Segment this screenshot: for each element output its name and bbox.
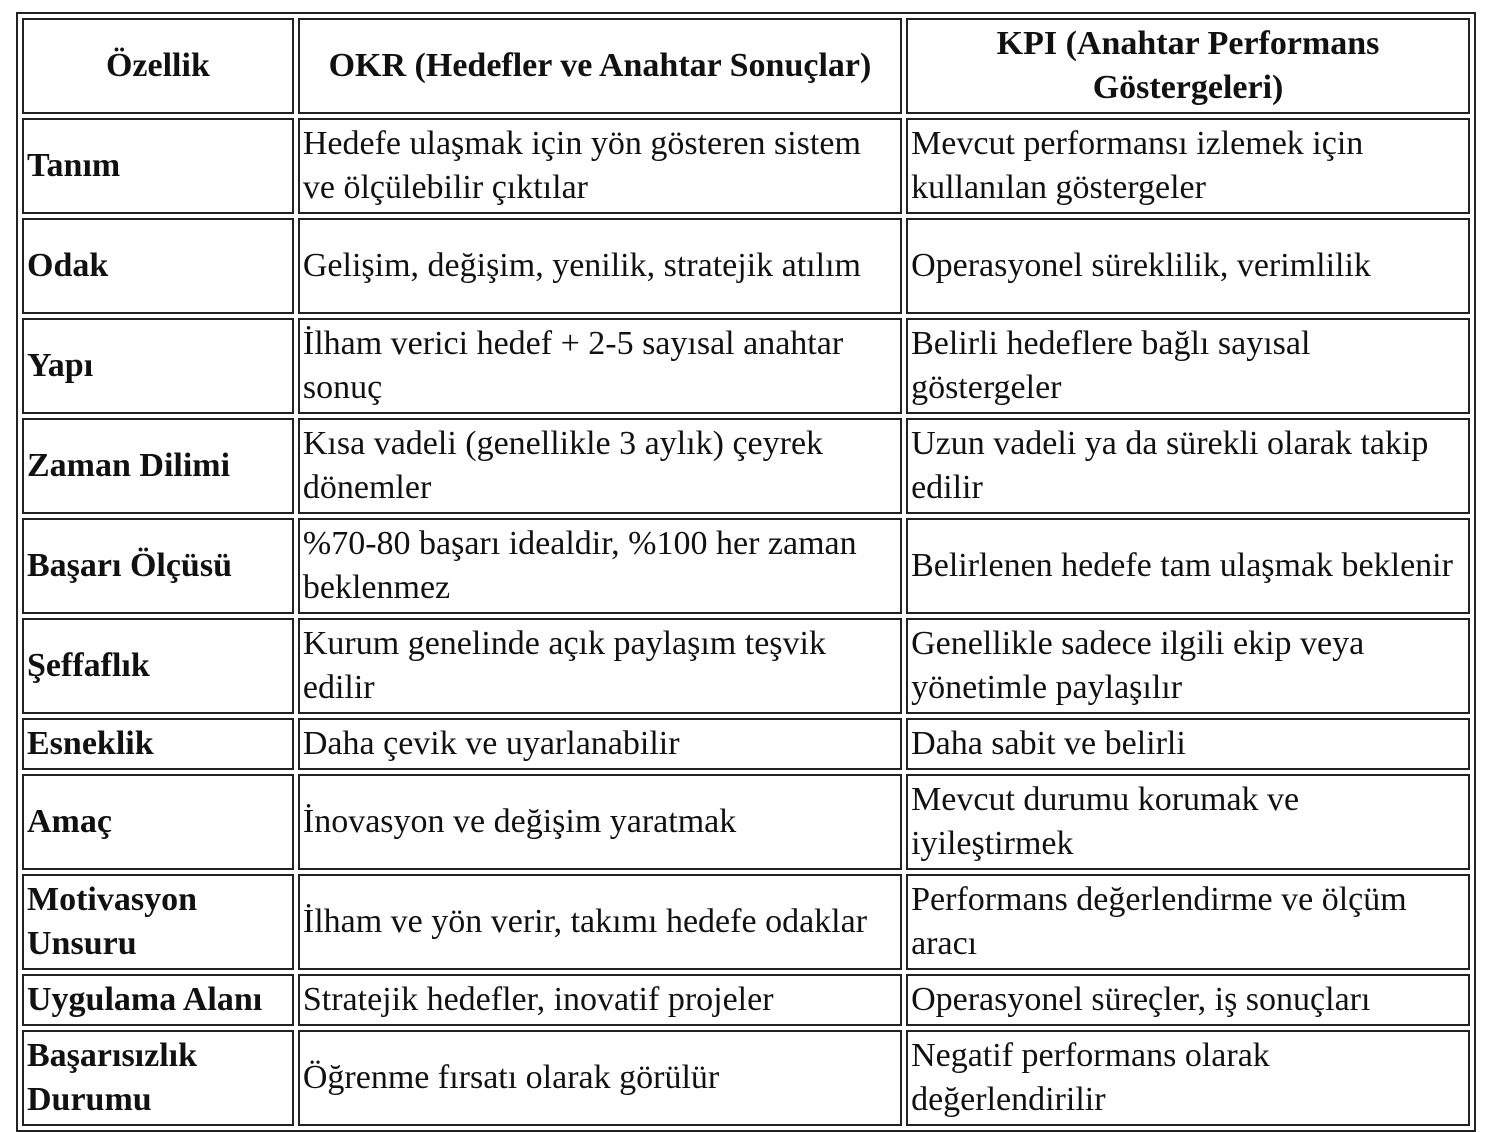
kpi-cell: Mevcut durumu korumak ve iyileştirmek bbox=[906, 774, 1470, 870]
table-row bbox=[22, 774, 1470, 870]
kpi-cell: Daha sabit ve belirli bbox=[906, 718, 1470, 770]
kpi-cell: Negatif performans olarak değerlendirilir bbox=[906, 1030, 1470, 1126]
table-row bbox=[22, 118, 1470, 214]
okr-cell: Kısa vadeli (genellikle 3 aylık) çeyrek dönemler bbox=[298, 418, 902, 514]
kpi-cell: Operasyonel süreçler, iş sonuçları bbox=[906, 974, 1470, 1026]
kpi-cell: Belirli hedeflere bağlı sayısal göstergeler bbox=[906, 318, 1470, 414]
feature-cell: Başarı Ölçüsü bbox=[22, 518, 294, 614]
kpi-cell: Uzun vadeli ya da sürekli olarak takip edilir bbox=[906, 418, 1470, 514]
okr-cell: %70-80 başarı idealdir, %100 her zaman beklenmez bbox=[298, 518, 902, 614]
table-row bbox=[22, 418, 1470, 514]
feature-cell: Şeffaflık bbox=[22, 618, 294, 714]
okr-cell: Stratejik hedefler, inovatif projeler bbox=[298, 974, 902, 1026]
table-row bbox=[22, 518, 1470, 614]
okr-cell: Kurum genelinde açık paylaşım teşvik edilir bbox=[298, 618, 902, 714]
table-row bbox=[22, 874, 1470, 970]
okr-cell: Daha çevik ve uyarlanabilir bbox=[298, 718, 902, 770]
header-row bbox=[22, 18, 1470, 114]
table-row bbox=[22, 318, 1470, 414]
table-row bbox=[22, 218, 1470, 314]
okr-cell: Öğrenme fırsatı olarak görülür bbox=[298, 1030, 902, 1126]
kpi-cell: Performans değerlendirme ve ölçüm aracı bbox=[906, 874, 1470, 970]
header-feature: Özellik bbox=[22, 18, 294, 114]
feature-cell: Zaman Dilimi bbox=[22, 418, 294, 514]
feature-cell: Tanım bbox=[22, 118, 294, 214]
okr-kpi-comparison-table bbox=[16, 12, 1476, 1132]
table-row bbox=[22, 618, 1470, 714]
feature-cell: Başarısızlık Durumu bbox=[22, 1030, 294, 1126]
okr-cell: İlham verici hedef + 2-5 sayısal anahtar sonuç bbox=[298, 318, 902, 414]
feature-cell: Esneklik bbox=[22, 718, 294, 770]
header-kpi: KPI (Anahtar Performans Göstergeleri) bbox=[906, 18, 1470, 114]
table-row bbox=[22, 1030, 1470, 1126]
kpi-cell: Genellikle sadece ilgili ekip veya yönetimle paylaşılır bbox=[906, 618, 1470, 714]
feature-cell: Odak bbox=[22, 218, 294, 314]
feature-cell: Uygulama Alanı bbox=[22, 974, 294, 1026]
feature-cell: Amaç bbox=[22, 774, 294, 870]
feature-cell: Yapı bbox=[22, 318, 294, 414]
okr-cell: Gelişim, değişim, yenilik, stratejik atılım bbox=[298, 218, 902, 314]
okr-cell: İlham ve yön verir, takımı hedefe odaklar bbox=[298, 874, 902, 970]
kpi-cell: Belirlenen hedefe tam ulaşmak beklenir bbox=[906, 518, 1470, 614]
okr-cell: İnovasyon ve değişim yaratmak bbox=[298, 774, 902, 870]
kpi-cell: Mevcut performansı izlemek için kullanılan göstergeler bbox=[906, 118, 1470, 214]
okr-cell: Hedefe ulaşmak için yön gösteren sistem ve ölçülebilir çıktılar bbox=[298, 118, 902, 214]
feature-cell: Motivasyon Unsuru bbox=[22, 874, 294, 970]
kpi-cell: Operasyonel süreklilik, verimlilik bbox=[906, 218, 1470, 314]
table-row bbox=[22, 718, 1470, 770]
table-row bbox=[22, 974, 1470, 1026]
header-okr: OKR (Hedefler ve Anahtar Sonuçlar) bbox=[298, 18, 902, 114]
